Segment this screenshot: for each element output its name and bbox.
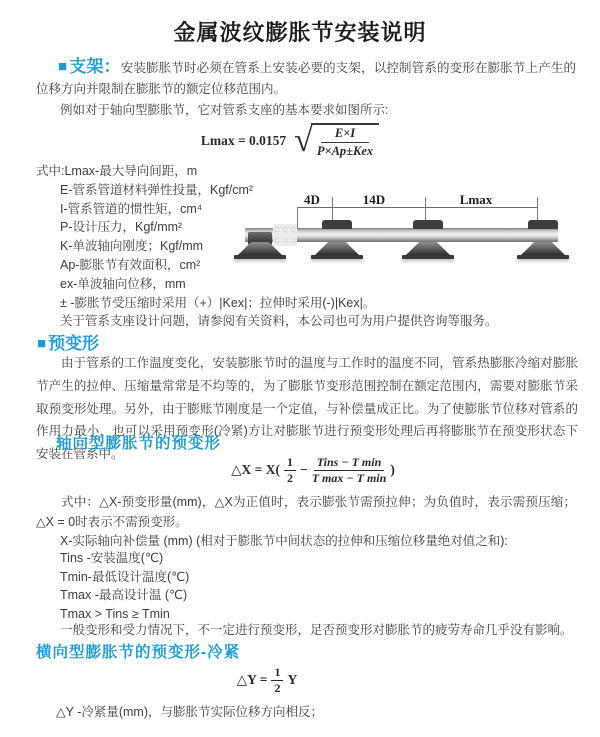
axial-heading: 轴向型膨胀节的预变形: [56, 435, 222, 452]
section-marker-icon: ■: [37, 335, 47, 352]
temp-line: Tmax -最高设计温 (℃): [60, 588, 188, 603]
definition-line: 式中:Lmax-最大导向间距，m: [36, 164, 198, 178]
definition-line: I-管系管道的惯性矩，cm⁴: [60, 201, 203, 216]
definition-line: ex-单波轴向位移，mm: [60, 276, 186, 291]
temperature-definitions: [60, 549, 189, 623]
fraction-denominator: 2: [287, 470, 293, 485]
dimension-label-lmax: Lmax: [447, 193, 505, 207]
temp-line: Tmin-最低设计温度(℃): [60, 569, 190, 584]
pipe-support: [406, 242, 450, 255]
predeform-heading-label: 预变形: [48, 334, 100, 353]
support-heading-label: 支架：: [69, 57, 121, 76]
lmax-formula-denominator: P×Ap±Kex: [316, 144, 374, 158]
formula-fraction-temps: [312, 455, 387, 486]
lmax-formula-fraction: [311, 123, 379, 159]
predeform-paragraph: 由于管系的工作温度变化，安装膨胀节时的温度与工作时的温度不同，管系热膨胀冷缩对膨胀节产生的拉伸、压缩量常常是不均等的，为了膨胀节变形范围控制在额定范围内，需要对膨胀节采取预变形处理。另外，由于膨账节刚度是一个定值，与补偿量成正比。为了使膨胀节位移对管系的作用力最小，也可以采用预变形(冷紧)方让对膨胀节进行预变形处理后再将膨胀节在预变形状态下安装在管系中。: [36, 356, 578, 462]
predeform-heading: [37, 329, 99, 354]
lateral-predeform-formula: [0, 664, 567, 696]
support-base: [517, 255, 569, 259]
support-paragraph: [36, 56, 576, 100]
support-example-line: 例如对于轴向型膨胀节，它对管系支座的基本要求如图所示:: [60, 103, 389, 117]
axial-predeform-formula: [13, 452, 600, 488]
axial-note-x: X-实际轴向补偿量 (mm) (相对于膨胀节中间状态的拉伸和压缩位移量绝对值之和):: [60, 534, 508, 548]
temp-line: Tmax > Tins ≥ Tmin: [60, 606, 170, 621]
radical-sign-icon: √: [294, 122, 313, 159]
definition-line: 关于管系支座设计问题，请参阅有关资料，本公司也可为用户提供咨询等服务。: [60, 314, 498, 329]
support-base: [311, 255, 363, 259]
axial-general-note: 一般变形和受力情况下，不一定进行预变形，足否预变形对膨胀节的疲劳寿命几乎没有影响。: [60, 623, 573, 637]
definition-line: E-管系管道材料弹性投量，Kgf/cm²: [60, 182, 254, 197]
fraction-numerator: 1: [271, 665, 283, 681]
fraction-denominator: 2: [274, 680, 281, 695]
definition-line: K-单波轴向刚度；Kgf/mm: [60, 239, 204, 254]
lateral-heading: 横向型膨胀节的预变形-冷紧: [36, 644, 241, 661]
lmax-formula: [0, 122, 590, 160]
axial-note-definition: 式中：△X-预变形量(mm)，△X为正值时，表示膨张节需预拉伸；为负值时，表示需预压缩；△X = 0时表示不需预变形。: [36, 495, 576, 529]
support-section-heading: [58, 57, 121, 76]
axial-formula-lhs: △X = X(: [231, 462, 280, 477]
guide-cap: [528, 220, 558, 229]
lmax-formula-numerator: E×I: [321, 126, 369, 143]
guide-cap: [413, 220, 443, 229]
definition-line: Ap-膨胀节有效面积，cm²: [60, 257, 201, 272]
definition-line: P-设计压力，Kgf/mm²: [60, 220, 183, 235]
lateral-note: △Y -冷紧量(mm)，与膨胀节实际位移方向相反；: [56, 705, 324, 719]
axial-formula-close: ): [390, 462, 395, 477]
dimension-line: [297, 207, 537, 208]
lateral-formula-lhs: △Y =: [236, 672, 268, 687]
pipe-support-diagram: [243, 193, 573, 293]
pipe-support: [521, 242, 565, 255]
section-marker-icon: ■: [58, 58, 68, 75]
dimension-label-4d: 4D: [293, 193, 331, 207]
page-title: 金属波纹膨胀节安装说明: [173, 20, 427, 45]
support-base: [402, 255, 454, 259]
formula-fraction-half: [284, 455, 296, 486]
bellows-icon: [273, 224, 297, 246]
definition-line: ± -膨胀节受压缩时采用（+）|Kex|；拉伸时采用(-)|Kex|。: [60, 295, 376, 310]
temp-line: Tins -安装温度(℃): [60, 551, 164, 565]
minus-sign: −: [300, 462, 308, 477]
lmax-formula-lhs: Lmax = 0.0157: [200, 133, 287, 148]
fraction-numerator: 1: [284, 455, 296, 471]
support-intro-text: 安装膨胀节时必须在管系上安装必要的支架，以控制管系的变形在膨胀节上产生的位移方向并限制在膨胀节的额定位移范围内。: [36, 61, 577, 96]
dimension-label-14d: 14D: [351, 193, 397, 207]
formula-fraction-half: [271, 665, 283, 696]
pipe-support: [315, 242, 359, 255]
guide-cap: [322, 220, 352, 229]
fraction-denominator: T max − T min: [311, 470, 387, 485]
lateral-formula-close: Y: [287, 672, 298, 687]
support-base: [234, 255, 286, 259]
fraction-numerator: Tins − T min: [314, 455, 385, 471]
